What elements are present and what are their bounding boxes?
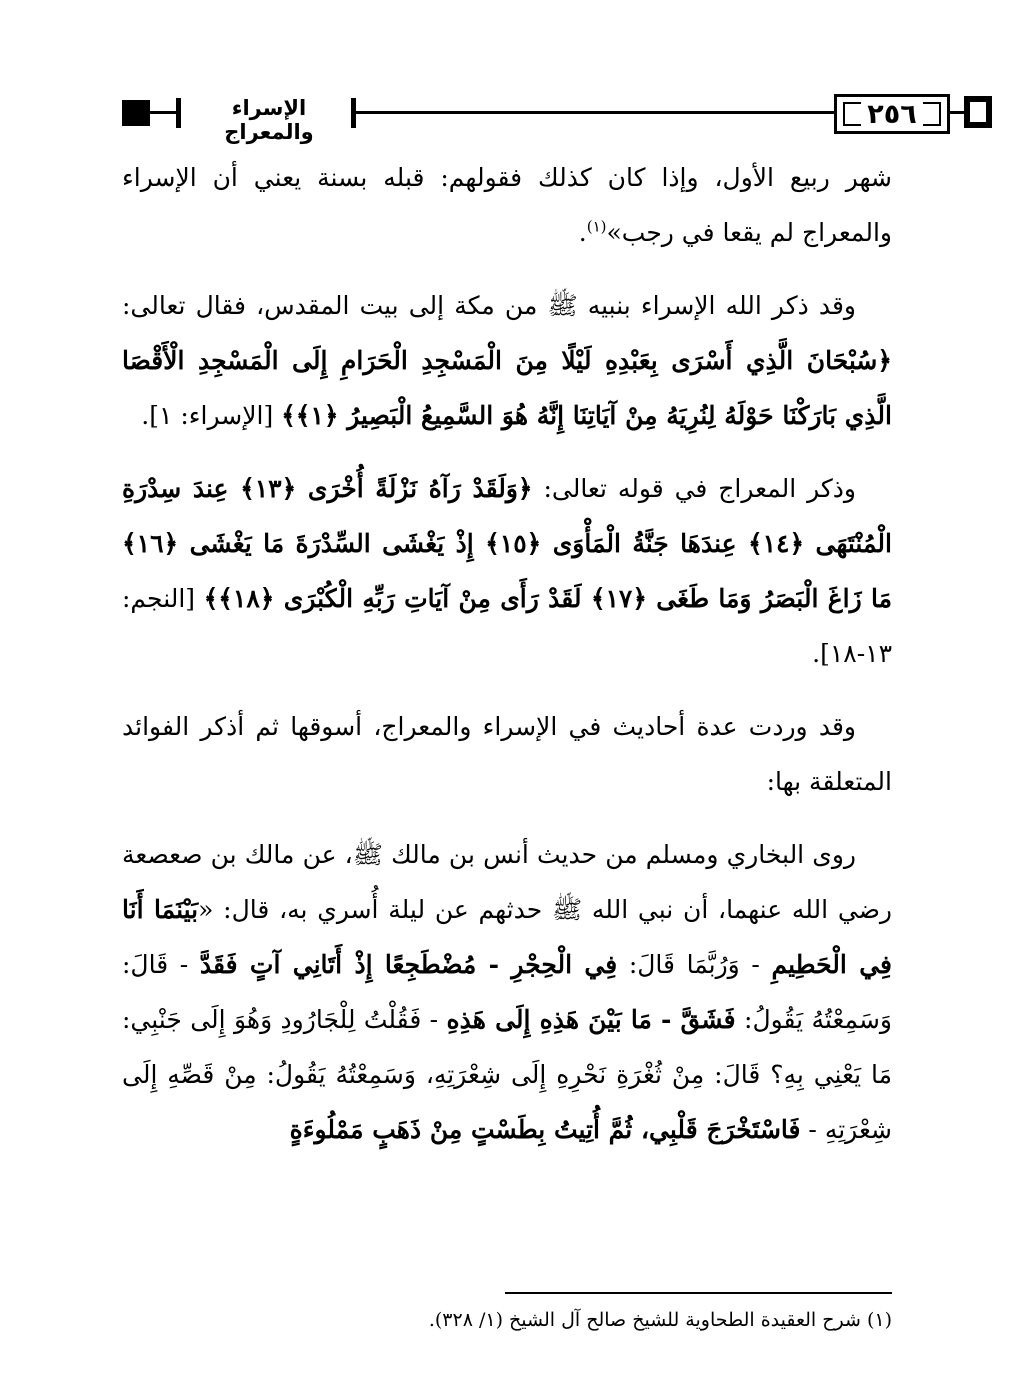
footnote-separator — [505, 1292, 892, 1294]
paragraph-4: وقد وردت عدة أحاديث في الإسراء والمعراج، أسوقها ثم أذكر الفوائد المتعلقة بها: — [122, 712, 892, 796]
paragraph-3 — [122, 461, 892, 681]
chapter-title: الإسراء والمعراج — [224, 96, 314, 144]
page-header — [122, 92, 917, 144]
verse-reference-isra: [الإسراء: ١]. — [141, 401, 282, 430]
page-number: ٢٥٦ — [861, 99, 922, 130]
quran-verse-najm: ﴿وَلَقَدْ رَآهُ نَزْلَةً أُخْرَى ﴿١٣﴾ عِندَ سِدْرَةِ الْمُنْتَهَى ﴿١٤﴾ عِندَهَا جَنَّةُ الْمَأْوَى ﴿١٥﴾ إِذْ يَغْشَى السِّدْرَةَ مَا يَغْشَى ﴿١٦﴾ مَا زَاغَ الْبَصَرُ وَمَا طَغَى ﴿١٧﴾ لَقَدْ رَأَى مِنْ آيَاتِ رَبِّهِ الْكُبْرَى ﴿١٨﴾﴾ — [122, 474, 892, 613]
quran-verse-isra: ﴿سُبْحَانَ الَّذِي أَسْرَى بِعَبْدِهِ لَيْلًا مِنَ الْمَسْجِدِ الْحَرَامِ إِلَى الْمَسْجِدِ الْأَقْصَا الَّذِي بَارَكْنَا حَوْلَهُ لِنُرِيَهُ مِنْ آيَاتِنَا إِنَّهُ هُوَ السَّمِيعُ الْبَصِيرُ ﴿١﴾﴾ — [122, 346, 892, 430]
header-left-stub — [150, 111, 176, 114]
paragraph-2-intro: وقد ذكر الله الإسراء بنبيه ﷺ من مكة إلى بيت المقدس، فقال تعالى: — [122, 291, 856, 320]
hadith-bold-3: فَشَقَّ - مَا بَيْنَ هَذِهِ إِلَى هَذِهِ — [446, 1005, 736, 1034]
header-rule — [356, 111, 834, 114]
header-square-ornament — [964, 96, 992, 128]
main-text — [122, 150, 892, 1175]
paragraph-2 — [122, 278, 892, 443]
footnote-ref: (١) — [586, 217, 607, 236]
paragraph-1-text: شهر ربيع الأول، وإذا كان كذلك فقولهم: قبله بسنة يعني أن الإسراء والمعراج لم يقعا في رجب» — [122, 163, 892, 247]
hadith-text-3: - فَقُلْتُ لِلْجَارُودِ وَهُوَ إِلَى جَنْبِي: مَا يَعْنِي بِهِ؟ قَالَ: مِنْ ثُغْرَةِ نَحْرِهِ إِلَى شِعْرَتِهِ، وَسَمِعْتُهُ يَقُولُ: مِنْ قَصِّهِ إِلَى شِعْرَتِهِ - — [122, 1005, 892, 1144]
header-left-bar — [176, 98, 181, 128]
hadith-bold-4: فَاسْتَخْرَجَ قَلْبِي، ثُمَّ أُتِيتُ بِطَسْتٍ مِنْ ذَهَبٍ مَمْلُوءَةٍ — [289, 1115, 801, 1144]
paragraph-3-intro: وذكر المعراج في قوله تعالى: — [532, 474, 856, 503]
page-number-box — [834, 94, 950, 134]
hadith-text-2: - قَالَ: وَسَمِعْتُهُ يَقُولُ: — [122, 950, 892, 1034]
paragraph-5 — [122, 827, 892, 1157]
hadith-bold-2: فِي الْحِجْرِ - مُضْطَجِعًا إِذْ أَتَانِي آتٍ فَقَدَّ — [199, 950, 618, 979]
hadith-bold-1: بَيْنَمَا أَنَا فِي الْحَطِيمِ — [122, 895, 892, 979]
header-left-block — [122, 100, 150, 126]
hadith-intro: روى البخاري ومسلم من حديث أنس بن مالك ﷺ، عن مالك بن صعصعة رضي الله عنهما، أن نبي الله ﷺ حدثهم عن ليلة أُسري به، قال: « — [122, 840, 892, 924]
verse-reference-najm: [النجم: ١٣-١٨]. — [122, 584, 892, 668]
paragraph-1 — [122, 150, 892, 260]
hadith-text-1: - وَرُبَّمَا قَالَ: — [617, 950, 772, 979]
paragraph-1-end: . — [578, 218, 587, 247]
footnote: (١) شرح العقيدة الطحاوية للشيخ صالح آل الشيخ (١/ ٣٢٨). — [428, 1309, 892, 1331]
